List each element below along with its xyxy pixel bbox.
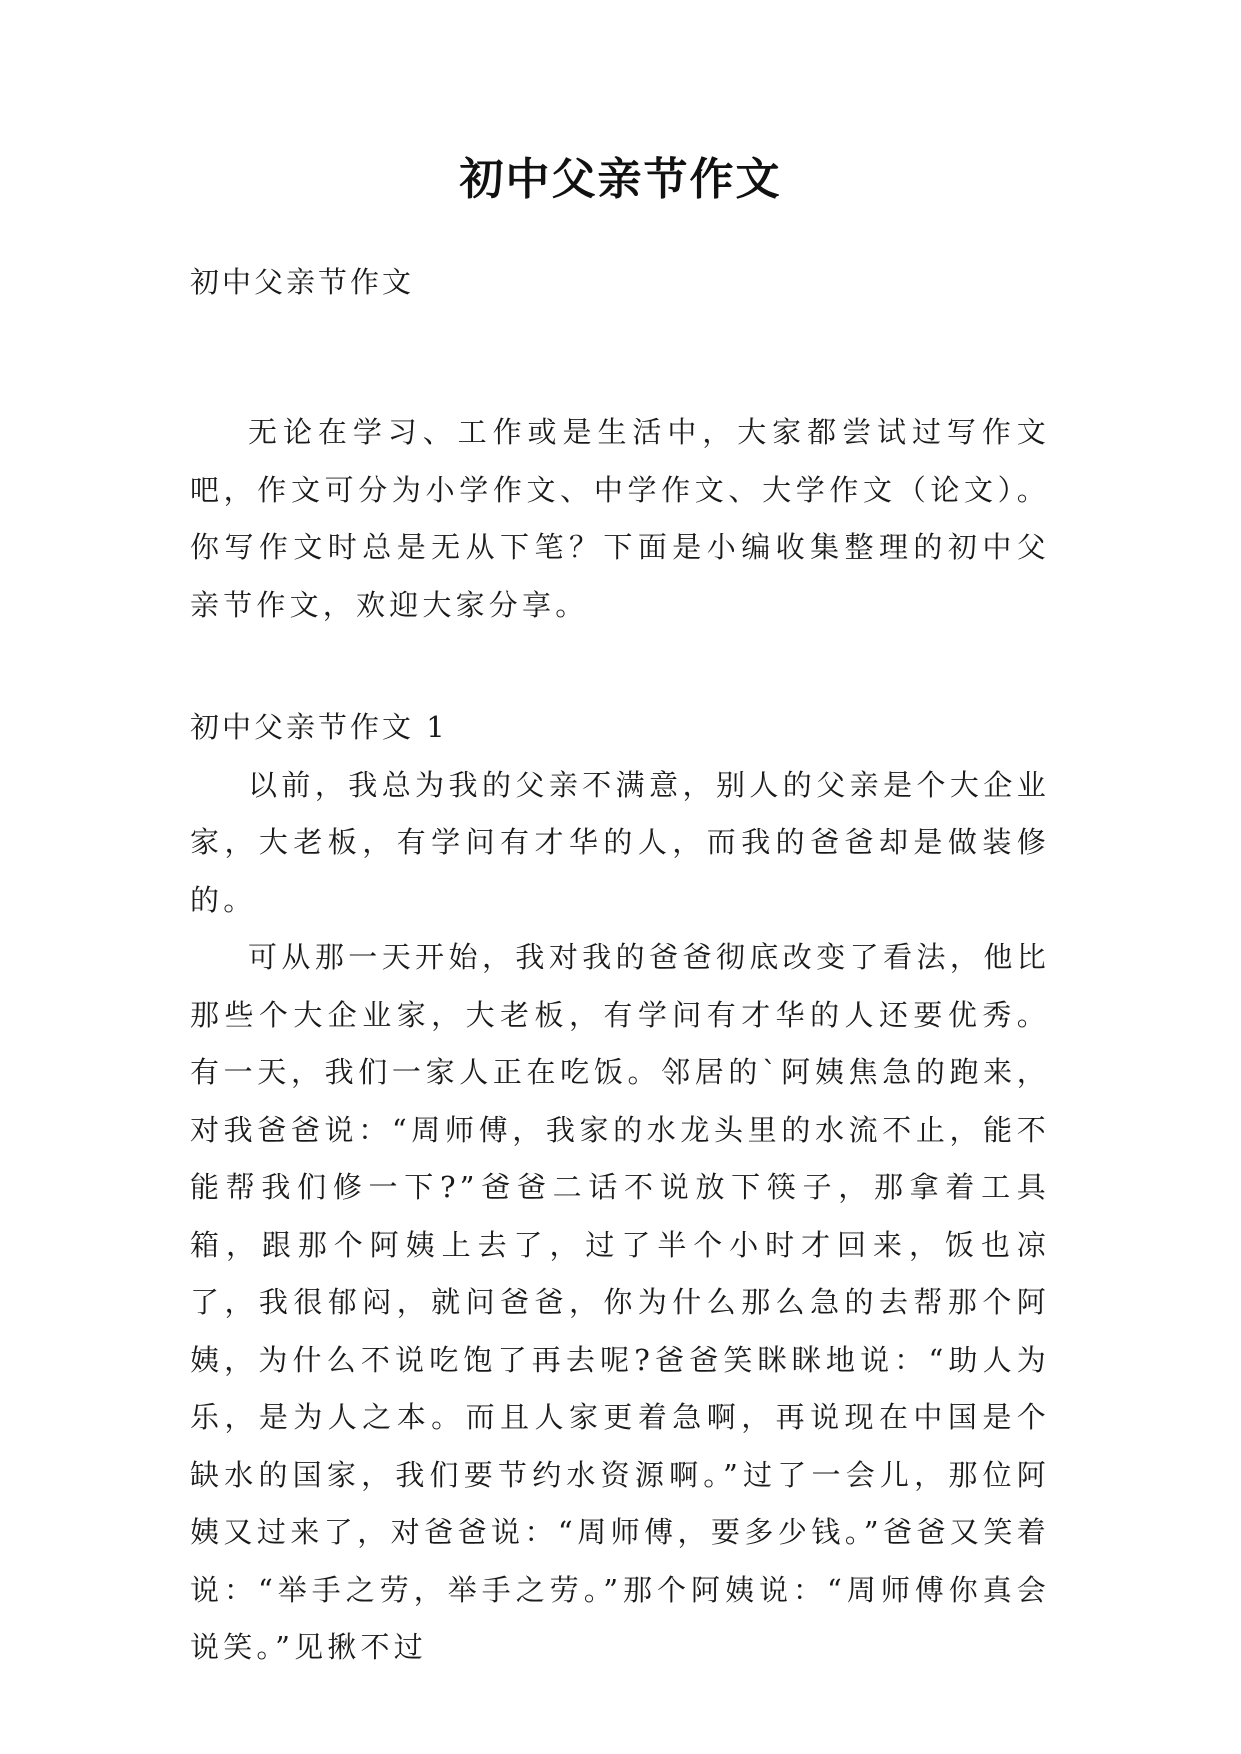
essay-1-heading: 初中父亲节作文 1	[190, 710, 448, 744]
intro-section	[190, 404, 1050, 634]
intro-paragraph: 无论在学习、工作或是生活中，大家都尝试过写作文吧，作文可分为小学作文、中学作文、大学作文（论文）。你写作文时总是无从下笔？下面是小编收集整理的初中父亲节作文，欢迎大家分享。	[190, 415, 1050, 622]
document-subtitle: 初中父亲节作文	[190, 265, 415, 299]
essay-1-section	[190, 699, 1050, 1677]
essay-1-paragraph: 以前，我总为我的父亲不满意，别人的父亲是个大企业家，大老板，有学问有才华的人，而我的爸爸却是做装修的。	[190, 767, 1050, 917]
document-title: 初中父亲节作文	[459, 154, 782, 205]
essay-1-paragraph: 可从那一天开始，我对我的爸爸彻底改变了看法，他比那些个大企业家，大老板，有学问有才华的人还要优秀。有一天，我们一家人正在吃饭。邻居的`阿姨焦急的跑来，对我爸爸说：“周师傅，我家的水龙头里的水流不止，能不能帮我们修一下?”爸爸二话不说放下筷子，那拿着工具箱，跟那个阿姨上去了，过了半个小时才回来，饭也凉了，我很郁闷，就问爸爸，你为什么那么急的去帮那个阿姨，为什么不说吃饱了再去呢?爸爸笑眯眯地说：“助人为乐，是为人之本。而且人家更着急啊，再说现在中国是个缺水的国家，我们要节约水资源啊。”过了一会儿，那位阿姨又过来了，对爸爸说：“周师傅，要多少钱。”爸爸又笑着说：“举手之劳，举手之劳。”那个阿姨说：“周师傅你真会说笑。”见揪不过	[190, 940, 1050, 1664]
